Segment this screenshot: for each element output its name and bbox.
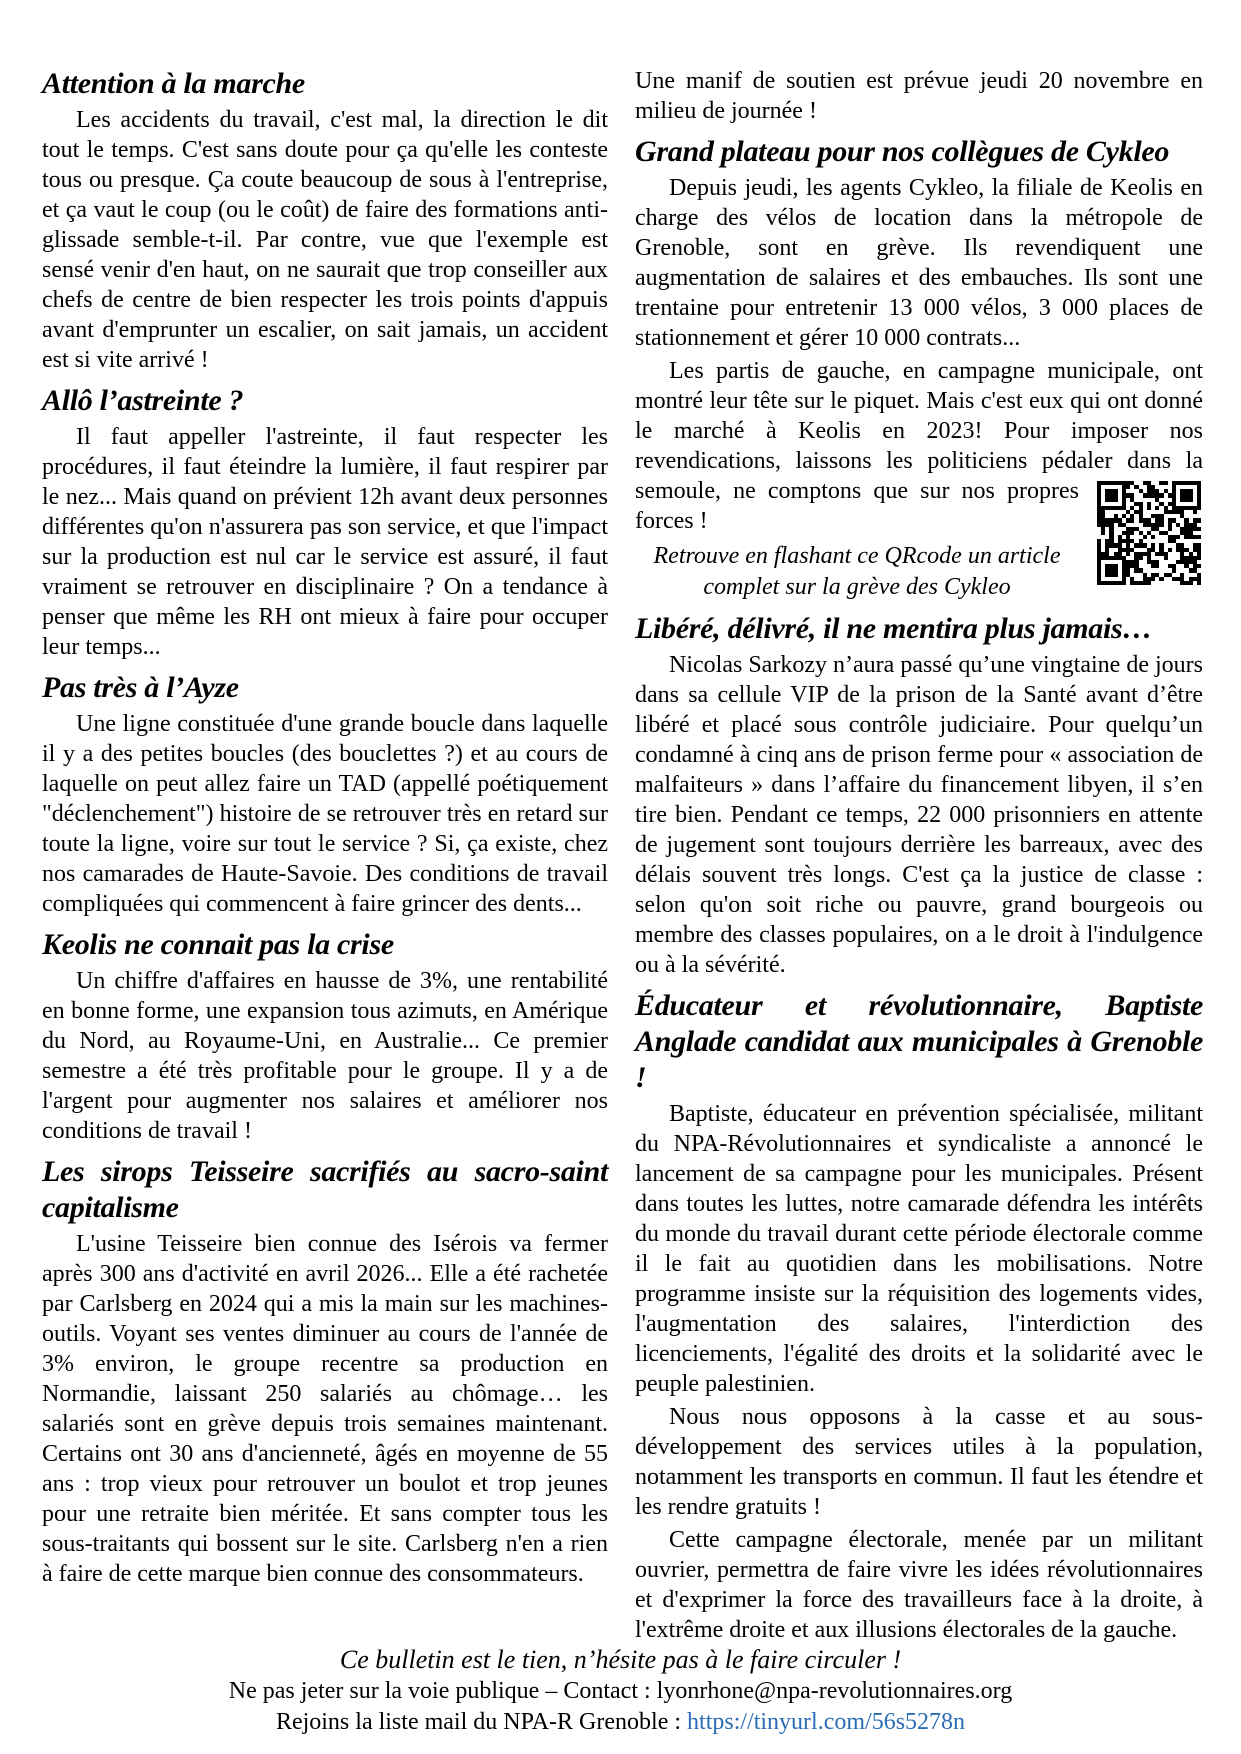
paragraph: Depuis jeudi, les agents Cykleo, la filiale de Keolis en charge des vélos de location dans la métropole de Grenoble, sont en grève. Ils revendiquent une augmentation de salaires et des embauches. Ils sont une trentaine pour entretenir 13 000 vélos, 3 000 places de stationnement et gérer 10 000 contrats... [635, 175, 1203, 351]
section-title: Keolis ne connait pas la crise [42, 928, 394, 961]
paragraph: Il faut appeller l'astreinte, il faut respecter les procédures, il faut éteindre la lumière, il faut respirer par le nez... Mais quand on prévient 12h avant deux personnes différentes qu'on n'assurera pas son service, et que l'impact sur la production est nul car le service est assuré, il faut vraiment se retrouver en disciplinaire ? On a tendance à penser que même les RH ont mieux à faire pour occuper leur temps... [42, 424, 608, 660]
paragraph-text: Les partis de gauche, en campagne municipale, ont montré leur tête sur le piquet. Mais c'est eux qui ont donné le marché à Keolis en 2023! Pour imposer nos revendications, laissons les politiciens pédaler dans la [635, 358, 1203, 474]
left-column [42, 66, 608, 1589]
footer-slogan: Ce bulletin est le tien, n’hésite pas à le faire circuler ! [339, 1645, 902, 1674]
mailing-list-link[interactable]: https://tinyurl.com/56s5278n [687, 1709, 966, 1735]
section-title: Les sirops Teisseire sacrifiés au sacro-saint capitalisme [42, 1155, 608, 1224]
footer [0, 1643, 1241, 1738]
intro-continuation-paragraph: Une manif de soutien est prévue jeudi 20 novembre en milieu de journée ! [635, 68, 1203, 124]
qr-caption: Retrouve en flashant ce QRcode un article complet sur la grève des Cykleo [653, 543, 1061, 600]
section-sarkozy [635, 611, 1203, 980]
paragraph: Nicolas Sarkozy n’aura passé qu’une vingtaine de jours dans sa cellule VIP de la prison de la Santé avant d’être libéré et placé sous contrôle judiciaire. Pour quelqu’un condamné à cinq ans de prison ferme pour « association de malfaiteurs » dans l’affaire du financement libyen, il s’en tire bien. Pendant ce temps, 22 000 prisonniers en attente de jugement sont toujours derrière les barreaux, avec des délais souvent très longs. C'est ça la justice de classe : selon qu'on soit riche ou pauvre, grand bourgeois ou membre des classes populaires, on a le droit à l'indulgence ou à la sévérité. [635, 652, 1203, 978]
section-keolis-crise [42, 927, 608, 1146]
footer-contact: Ne pas jeter sur la voie publique – Contact : lyonrhone@npa-revolutionnaires.org [228, 1678, 1013, 1704]
paragraph-with-qr [635, 356, 1203, 536]
columns-container [42, 66, 1203, 1645]
footer-mailing-prefix: Rejoins la liste mail du NPA-R Grenoble : [275, 1709, 688, 1735]
paragraph: Nous nous opposons à la casse et au sous-développement des services utiles à la population, notamment les transports en commun. Il faut les étendre et les rendre gratuits ! [635, 1404, 1203, 1520]
paragraph: Une ligne constituée d'une grande boucle dans laquelle il y a des petites boucles (des bouclettes ?) et au cours de laquelle on peut allez faire un TAD (appellé poétiquement "déclenchement") histoire de se retrouver très en retard sur toute la ligne, voire sur tout le service ? Si, ça existe, chez nos camarades de Haute-Savoie. Des conditions de travail compliquées qui commencent à faire grincer des dents... [42, 711, 608, 917]
section-title: Allô l’astreinte ? [42, 384, 244, 417]
section-title: Attention à la marche [42, 67, 305, 100]
paragraph: Un chiffre d'affaires en hausse de 3%, une rentabilité en bonne forme, une expansion tous azimuts, en Amérique du Nord, au Royaume-Uni, en Australie... Ce premier semestre a été très profitable pour le groupe. Il y a de l'argent pour augmenter nos salaires et améliorer nos conditions de travail ! [42, 968, 608, 1144]
paragraph: Les accidents du travail, c'est mal, la direction le dit tout le temps. C'est sans doute pour ça qu'elle les conteste tous ou presque. Ça coute beaucoup de sous à l'entreprise, et ça vaut le coup (ou le coût) de faire des formations anti-glissade semble-t-il. Par contre, vue que l'exemple est sensé venir d'en haut, on ne saurait que trop conseiller aux chefs de centre de bien respecter les trois points d'appuis avant d'emprunter un escalier, on sait jamais, un accident est si vite arrivé ! [42, 107, 608, 373]
footer-mailing-list [0, 1707, 1241, 1738]
section-title: Grand plateau pour nos collègues de Cykleo [635, 135, 1170, 168]
paragraph: Baptiste, éducateur en prévention spécialisée, militant du NPA-Révolutionnaires et syndicaliste a annoncé le lancement de sa campagne pour les municipales. Présent dans toutes les luttes, notre camarade défendra les intérêts du monde du travail durant cette période électorale comme il le fait au quotidien dans les mobilisations. Notre programme insiste sur la réquisition des logements vides, l'augmentation des salaires, l'interdiction des licenciements, l'égalité des droits et la solidarité avec le peuple palestinien. [635, 1101, 1203, 1397]
paragraph: Cette campagne électorale, menée par un militant ouvrier, permettra de faire vivre les idées révolutionnaires et d'exprimer la force des travailleurs face à la droite, à l'extrême droite et aux illusions électorales de la gauche. [635, 1527, 1203, 1643]
section-teisseire [42, 1154, 608, 1589]
right-column [635, 66, 1203, 1645]
qr-code [1095, 479, 1203, 587]
section-title: Éducateur et révolutionnaire, Baptiste Anglade candidat aux municipales à Grenoble ! [635, 989, 1203, 1094]
section-title: Pas très à l’Ayze [42, 671, 239, 704]
section-attention-a-la-marche [42, 66, 608, 375]
section-pas-tres-ayze [42, 670, 608, 919]
section-anglade [635, 988, 1203, 1645]
paragraph: L'usine Teisseire bien connue des Isérois va fermer après 300 ans d'activité en avril 2026... Elle a été rachetée par Carlsberg en 2024 qui a mis la main sur les machines-outils. Voyant ses ventes diminuer au cours de l'année de 3% environ, le groupe recentre sa production en Normandie, laissant 250 salariés au chômage… les salariés sont en grève depuis trois semaines maintenant. Certains ont 30 ans d'ancienneté, âgés en moyenne de 55 ans : trop vieux pour retrouver un boulot et trop jeunes pour une retraite bien méritée. Et sans compter tous les sous-traitants qui bossent sur le site. Carlsberg n'en a rien à faire de cette marque bien connue des consommateurs. [42, 1231, 608, 1587]
section-cykleo [635, 134, 1203, 603]
section-title: Libéré, délivré, il ne mentira plus jamais… [635, 612, 1153, 645]
section-allo-astreinte [42, 383, 608, 662]
qr-code-pattern [1097, 481, 1201, 585]
paragraph-text: semoule, ne comptons que sur nos propres forces ! [635, 478, 1079, 534]
